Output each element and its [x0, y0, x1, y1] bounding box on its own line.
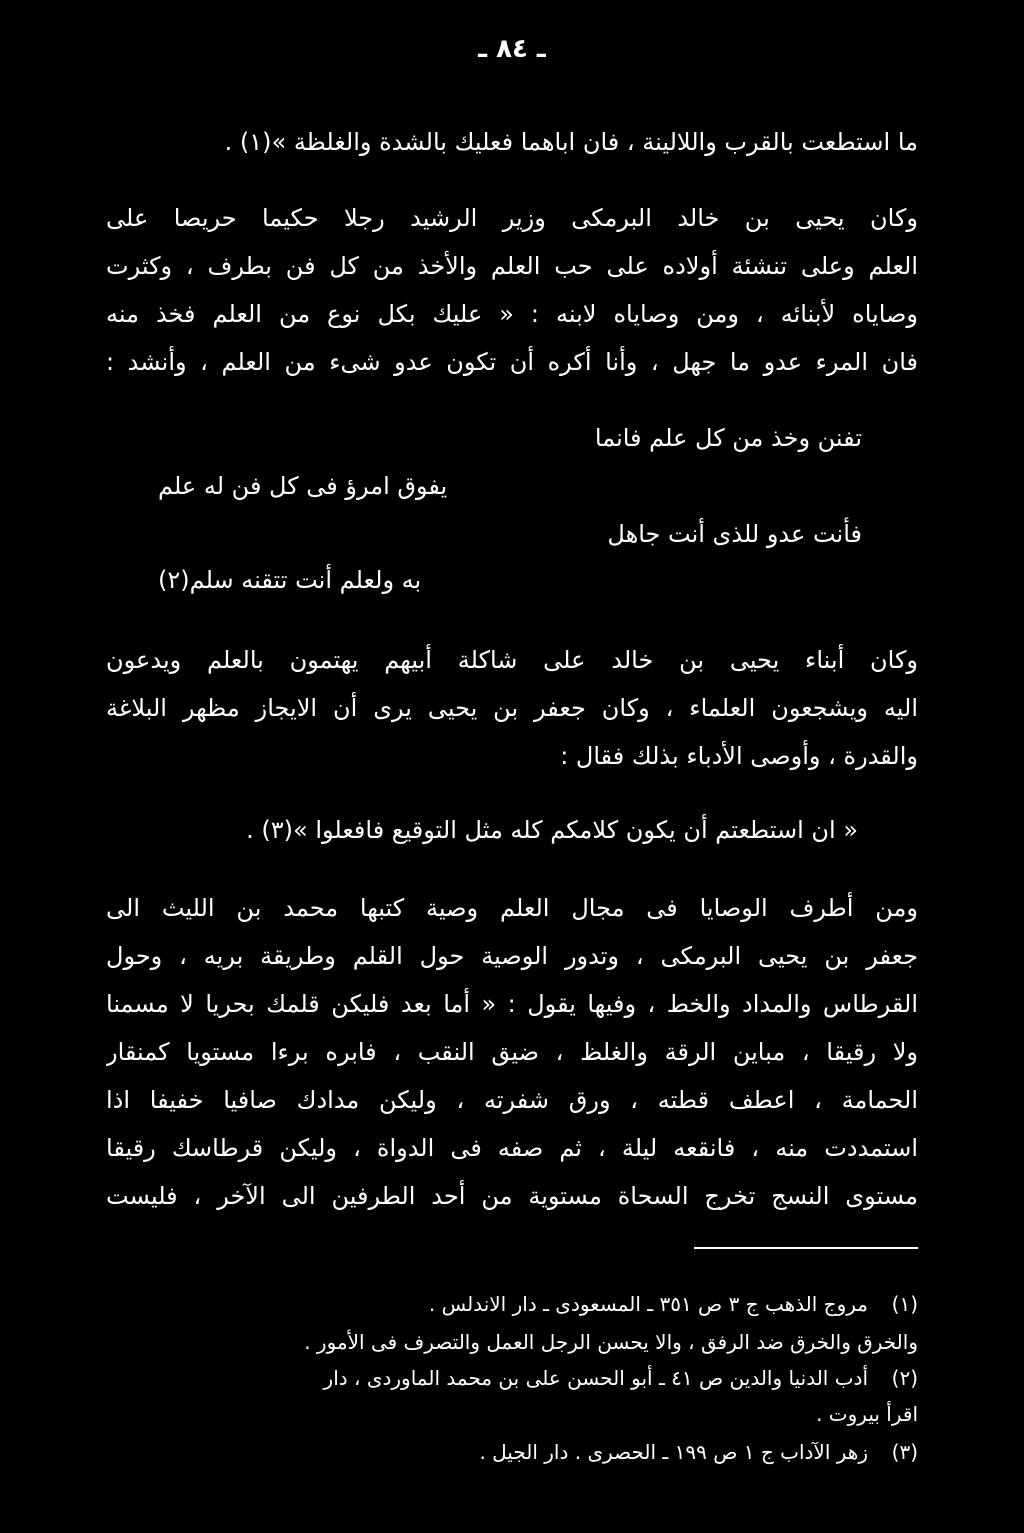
poem-hemistich: يفوق امرؤ فى كل فن له علم [158, 472, 448, 500]
text-line: العلم وعلى تنشئة أولاده على حب العلم والأخذ من كل فن بطرف ، وكثرت [106, 252, 918, 280]
text-line: استمددت منه ، فانقعه ليلة ، ثم صفه فى الدواة ، وليكن قرطاسك رقيقا [106, 1134, 918, 1162]
footnote-text: أدب الدنيا والدين ص ٤١ ـ أبو الحسن على بن محمد الماوردى ، دار [323, 1366, 868, 1390]
footnote-text: اقرأ بيروت . [816, 1402, 918, 1426]
text-line: فان المرء عدو ما جهل ، وأنا أكره أن تكون عدو شىء من العلم ، وأنشد : [106, 348, 918, 376]
footnote-text: زهر الآداب ج ١ ص ١٩٩ ـ الحصرى . دار الجيل . [479, 1440, 868, 1464]
text-line: ومن أطرف الوصايا فى مجال العلم وصية كتبها محمد بن الليث الى [106, 894, 918, 922]
footnote-text: والخرق والخرق ضد الرفق ، والا يحسن الرجل العمل والتصرف فى الأمور . [304, 1330, 918, 1354]
text-line: مستوى النسج تخرج السحاة مستوية من أحد الطرفين الى الآخر ، فليست [106, 1182, 918, 1210]
text-line: ولا رقيقا ، مباين الرقة والغلظ ، ضيق النقب ، فابره برءا مستويا كمنقار [106, 1038, 918, 1066]
footnote-number: (٢) [891, 1366, 918, 1390]
text-line: القرطاس والمداد والخط ، وفيها يقول : « أما بعد فليكن قلمك بحريا لا مسمنا [106, 990, 918, 1018]
footnote-number: (١) [891, 1292, 918, 1316]
text-line: الحمامة ، اعطف قطته ، ورق شفرته ، وليكن مدادك صافيا خفيفا اذا [106, 1086, 918, 1114]
footnote-divider [694, 1247, 918, 1249]
page-number: ـ ٨٤ ـ [478, 34, 546, 64]
footnote-number: (٣) [891, 1440, 918, 1464]
quote-line: « ان استطعتم أن يكون كلامكم كله مثل التوقيع فافعلوا »(٣) . [246, 816, 858, 844]
text-line: جعفر بن يحيى البرمكى ، وتدور الوصية حول القلم وطريقة بريه ، وحول [106, 942, 918, 970]
text-line: وكان يحيى بن خالد البرمكى وزير الرشيد رجلا حكيما حريصا على [106, 204, 918, 232]
text-line: ما استطعت بالقرب واللالينة ، فان اباهما فعليك بالشدة والغلظة »(١) . [224, 128, 918, 156]
text-line: اليه ويشجعون العلماء ، وكان جعفر بن يحيى يرى أن الايجاز مظهر البلاغة [106, 694, 918, 722]
text-line: وصاياه لأبنائه ، ومن وصاياه لابنه : « عليك بكل نوع من العلم فخذ منه [106, 300, 918, 328]
poem-hemistich: به ولعلم أنت تتقنه سلم(٢) [158, 566, 422, 594]
text-line: وكان أبناء يحيى بن خالد على شاكلة أبيهم يهتمون بالعلم ويدعون [106, 646, 918, 674]
poem-hemistich: تفنن وخذ من كل علم فانما [594, 424, 862, 452]
poem-hemistich: فأنت عدو للذى أنت جاهل [607, 520, 862, 548]
footnote-text: مروج الذهب ج ٣ ص ٣٥١ ـ المسعودى ـ دار الاندلس . [428, 1292, 868, 1316]
text-line: والقدرة ، وأوصى الأدباء بذلك فقال : [560, 742, 918, 770]
